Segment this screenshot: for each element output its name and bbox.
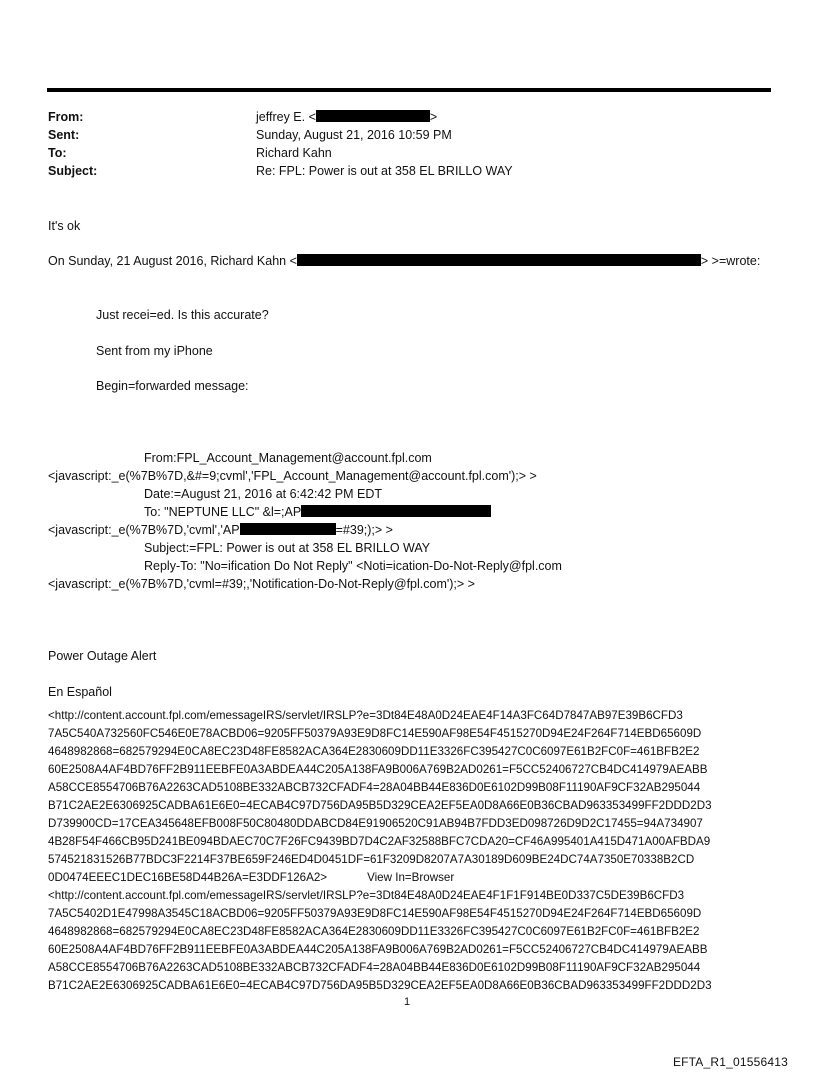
reply-text: It's ok: [48, 219, 81, 233]
quote-intro-start: On Sunday, 21 August 2016, Richard Kahn <: [48, 254, 297, 268]
fwd-to-js-start: <javascript:_e(%7B%7D,'cvml','AP: [48, 523, 240, 537]
redaction-bar: [240, 523, 336, 535]
fwd-to-js-end: =#39;);> >: [335, 523, 393, 537]
fwd-replyto: Reply-To: "No=ification Do Not Reply" <Noti=ication-Do-Not-Reply@fpl.com: [144, 559, 562, 573]
url-block: [48, 707, 778, 995]
espanol-link[interactable]: En Español: [48, 685, 112, 699]
page-number: 1: [404, 996, 411, 1008]
fwd-to: [144, 503, 491, 521]
view-in-browser-link[interactable]: View In=Browser: [367, 871, 455, 884]
url-line-with-view: [48, 869, 778, 887]
url-line[interactable]: 4648982868=682579294E0CA8EC23D48FE8582ACA364E2830609DD11E3326FC395427C0C6097E61B2FC0F=461BFB2E2: [48, 925, 700, 938]
sent-from-iphone: Sent from my iPhone: [96, 344, 213, 358]
from-value: [256, 108, 437, 126]
from-name: jeffrey E. <: [256, 110, 316, 124]
to-value: Richard Kahn: [256, 146, 332, 160]
url-line[interactable]: <http://content.account.fpl.com/emessageIRS/servlet/IRSLP?e=3Dt84E48A0D24EAE4F1F1F914BE0D337C5DE39B6CFD3: [48, 889, 685, 902]
url-line[interactable]: 60E2508A4AF4BD76FF2B911EEBFE0A3ABDEA44C205A138FA9B006A769B2AD0261=F5CC52406727CB4DC414979AEABB: [48, 763, 708, 776]
url-line[interactable]: D739900CD=17CEA345648EFB008F50C80480DDABCD84E91906520C91AB94B7FDD3ED098726D9D2C17455=94A734907: [48, 817, 703, 830]
from-end: >: [429, 110, 438, 124]
subject-value: Re: FPL: Power is out at 358 EL BRILLO WAY: [256, 164, 513, 178]
redaction-bar: [316, 110, 430, 122]
quote-intro: [48, 252, 760, 270]
fwd-from: From:FPL_Account_Management@account.fpl.com: [144, 451, 432, 465]
begin-forwarded: Begin=forwarded message:: [96, 379, 249, 393]
url-line[interactable]: A58CCE8554706B76A2263CAD5108BE332ABCB732CFADF4=28A04BB44E836D0E6102D99B08F11190AF9CF32AB295044: [48, 961, 701, 974]
url-line[interactable]: 4648982868=682579294E0CA8EC23D48FE8582ACA364E2830609DD11E3326FC395427C0C6097E61B2FC0F=461BFB2E2: [48, 745, 700, 758]
fwd-from-js: <javascript:_e(%7B%7D,&#=9;cvml','FPL_Account_Management@account.fpl.com');> >: [48, 469, 537, 483]
url-line[interactable]: 60E2508A4AF4BD76FF2B911EEBFE0A3ABDEA44C205A138FA9B006A769B2AD0261=F5CC52406727CB4DC414979AEABB: [48, 943, 708, 956]
bates-number: EFTA_R1_01556413: [672, 1055, 788, 1069]
url-line[interactable]: 7A5C540A732560FC546E0E78ACBD06=9205FF50379A93E9D8FC14E590AF98E54F4515270D94E24F264F714EBD65609D: [48, 727, 702, 740]
fwd-replyto-js: <javascript:_e(%7B%7D,'cvml=#39;,'Notification-Do-Not-Reply@fpl.com');> >: [48, 577, 475, 591]
url-line[interactable]: 0D0474EEEC1DEC16BE58D44B26A=E3DDF126A2>: [48, 871, 328, 884]
to-label: To:: [48, 146, 67, 160]
from-label: From:: [48, 110, 84, 124]
redaction-bar: [297, 254, 701, 266]
sent-value: Sunday, August 21, 2016 10:59 PM: [256, 128, 452, 142]
fwd-to-js: [48, 521, 393, 539]
quote-intro-end: > >=wrote:: [700, 254, 761, 268]
header-rule: [47, 88, 771, 92]
just-received: Just recei=ed. Is this accurate?: [96, 308, 269, 322]
url-line[interactable]: 4B28F54F466CB95D241BE094BDAEC70C7F26FC9439BD7D4C2AF32588BFC7CDA20=CF46A995401A415D471A00AFBDA9: [48, 835, 711, 848]
url-line[interactable]: B71C2AE2E6306925CADBA61E6E0=4ECAB4C97D756DA95B5D329CEA2EF5EA0D8A66E0B36CBAD963353499FF2DDD2D3: [48, 799, 712, 812]
url-line[interactable]: A58CCE8554706B76A2263CAD5108BE332ABCB732CFADF4=28A04BB44E836D0E6102D99B08F11190AF9CF32AB295044: [48, 781, 701, 794]
url-line[interactable]: B71C2AE2E6306925CADBA61E6E0=4ECAB4C97D756DA95B5D329CEA2EF5EA0D8A66E0B36CBAD963353499FF2DDD2D3: [48, 979, 712, 992]
subject-label: Subject:: [48, 164, 98, 178]
url-line[interactable]: 574521831526B77BDC3F2214F37BE659F246ED4D0451DF=61F3209D8207A7A30189D609BE24DC74A7350E70338B2CD: [48, 853, 695, 866]
redaction-bar: [301, 505, 491, 517]
fwd-to-text: To: "NEPTUNE LLC" &l=;AP: [144, 505, 302, 519]
alert-title: Power Outage Alert: [48, 649, 157, 663]
url-line[interactable]: 7A5C5402D1E47998A3545C18ACBD06=9205FF50379A93E9D8FC14E590AF98E54F4515270D94E24F264F714EBD65609D: [48, 907, 702, 920]
fwd-date: Date:=August 21, 2016 at 6:42:42 PM EDT: [144, 487, 382, 501]
fwd-subject: Subject:=FPL: Power is out at 358 EL BRILLO WAY: [144, 541, 431, 555]
sent-label: Sent:: [48, 128, 80, 142]
url-line[interactable]: <http://content.account.fpl.com/emessageIRS/servlet/IRSLP?e=3Dt84E48A0D24EAE4F14A3FC64D7847AB97E39B6CFD3: [48, 709, 683, 722]
